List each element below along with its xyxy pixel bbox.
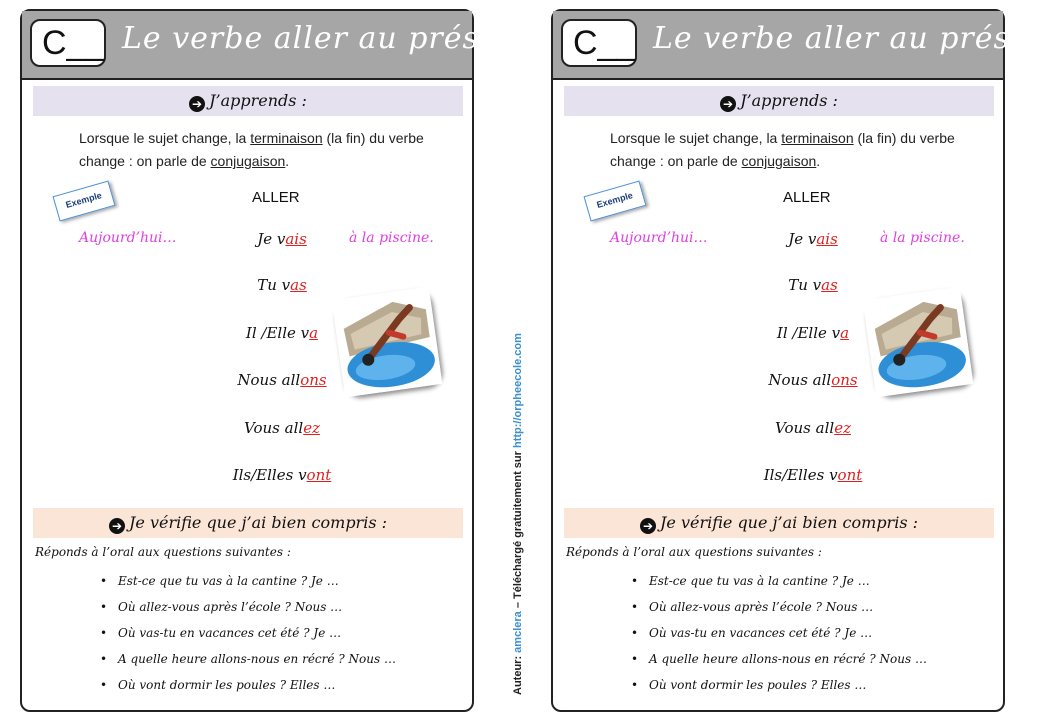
conjugation-line: Tu vas <box>788 276 838 294</box>
conjugation-line: Nous allons <box>768 371 858 389</box>
keyword-terminaison: terminaison <box>250 130 323 146</box>
example-start: Aujourd’hui… <box>610 230 708 246</box>
verb-ending: ez <box>303 419 320 437</box>
learn-heading: J’apprends : <box>209 91 307 110</box>
swimmer-diving-image <box>863 287 974 398</box>
author-link[interactable]: amclera <box>512 611 524 653</box>
check-band <box>33 508 463 538</box>
verb-ending: ais <box>285 230 307 248</box>
question-item: • Est-ce que tu vas à la cantine ? Je … <box>118 574 339 588</box>
intro-text: . <box>816 153 821 169</box>
question-item: • A quelle heure allons-nous en récré ? Nous … <box>118 652 396 666</box>
swimmer-diving-image <box>332 287 443 398</box>
conjugation-line: Ils/Elles vont <box>763 466 863 484</box>
intro-text: . <box>285 153 290 169</box>
question-item: • Où vas-tu en vacances cet été ? Je … <box>649 626 872 640</box>
question-item: • Où vont dormir les poules ? Elles … <box>649 678 866 692</box>
conjugation-line: Vous allez <box>775 419 851 437</box>
card-header <box>553 11 1062 80</box>
site-link[interactable]: http://orpheecole.com <box>512 333 524 449</box>
lesson-title: Le verbe aller au présent <box>653 21 1062 56</box>
conjugation-line: Ils/Elles vont <box>232 466 332 484</box>
verb-ending: ons <box>300 371 327 389</box>
keyword-conjugaison: conjugaison <box>741 153 817 169</box>
arrow-right-icon: ➔ <box>720 96 736 112</box>
example-end: à la piscine. <box>349 230 434 246</box>
learn-heading: J’apprends : <box>740 91 838 110</box>
intro-text: Lorsque le sujet change, la <box>79 130 251 146</box>
question-item: • Où vas-tu en vacances cet été ? Je … <box>118 626 341 640</box>
conjugation-line: Tu vas <box>257 276 307 294</box>
intro-paragraph <box>610 127 990 173</box>
example-end: à la piscine. <box>880 230 965 246</box>
check-heading: Je vérifie que j’ai bien compris : <box>659 513 919 532</box>
credit-text: Auteur: amclera – Téléchargé gratuitement sur http://orpheecole.com <box>512 333 524 695</box>
keyword-terminaison: terminaison <box>781 130 854 146</box>
conjugation-line: Vous allez <box>244 419 320 437</box>
learn-band <box>33 86 463 116</box>
conjugation-line: Il /Elle va <box>776 324 850 342</box>
card-header <box>22 11 532 80</box>
verb-ending: as <box>290 276 307 294</box>
lesson-title: Le verbe aller au présent <box>122 21 532 56</box>
lesson-code-box: C__ <box>30 19 106 67</box>
conjugation-line: Je vais <box>788 230 838 248</box>
intro-text: Lorsque le sujet change, la <box>610 130 782 146</box>
instruction-text: Réponds à l’oral aux questions suivantes : <box>35 545 291 559</box>
verb-ending: ais <box>816 230 838 248</box>
keyword-conjugaison: conjugaison <box>210 153 286 169</box>
question-item: • Est-ce que tu vas à la cantine ? Je … <box>649 574 870 588</box>
question-item: • Où allez-vous après l’école ? Nous … <box>649 600 873 614</box>
learn-band <box>564 86 994 116</box>
check-heading: Je vérifie que j’ai bien compris : <box>128 513 388 532</box>
check-band <box>564 508 994 538</box>
verb-ending: ont <box>306 466 332 484</box>
verb-title: ALLER <box>783 189 831 206</box>
intro-paragraph <box>79 127 459 173</box>
lesson-code-box: C__ <box>561 19 637 67</box>
instruction-text: Réponds à l’oral aux questions suivantes : <box>566 545 822 559</box>
conjugation-line: Il /Elle va <box>245 324 319 342</box>
verb-ending: as <box>821 276 838 294</box>
arrow-right-icon: ➔ <box>189 96 205 112</box>
verb-ending: ons <box>831 371 858 389</box>
question-item: • A quelle heure allons-nous en récré ? Nous … <box>649 652 927 666</box>
lesson-card-right <box>551 9 1062 712</box>
verb-ending: ont <box>837 466 863 484</box>
question-item: • Où allez-vous après l’école ? Nous … <box>118 600 342 614</box>
conjugation-line: Je vais <box>257 230 307 248</box>
credit-sidebar <box>497 300 527 700</box>
verb-ending: ez <box>834 419 851 437</box>
example-tag: Exemple <box>53 181 116 222</box>
conjugation-line: Nous allons <box>237 371 327 389</box>
arrow-right-icon: ➔ <box>640 518 656 534</box>
verb-ending: a <box>309 324 319 342</box>
verb-ending: a <box>840 324 850 342</box>
question-item: • Où vont dormir les poules ? Elles … <box>118 678 335 692</box>
arrow-right-icon: ➔ <box>109 518 125 534</box>
intro-text: (la fin) du verbe change : on parle de <box>79 130 424 169</box>
intro-text: (la fin) du verbe change : on parle de <box>610 130 955 169</box>
example-start: Aujourd’hui… <box>79 230 177 246</box>
verb-title: ALLER <box>252 189 300 206</box>
example-tag: Exemple <box>584 181 647 222</box>
